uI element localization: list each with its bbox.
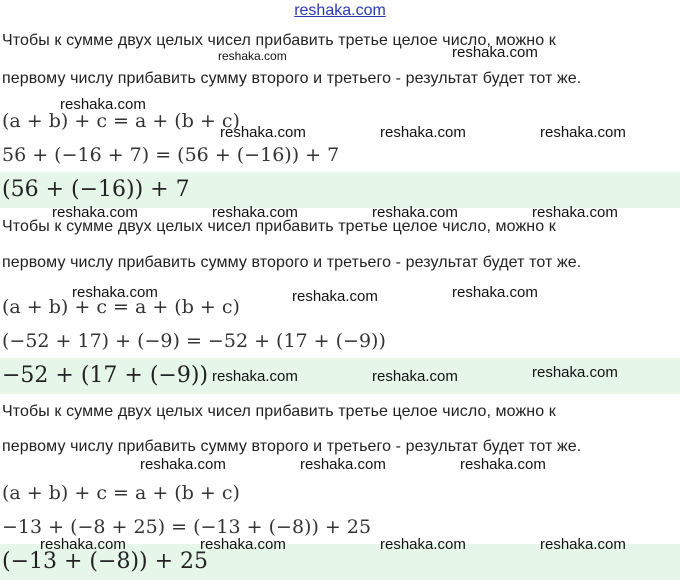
block3-text-line2: первому числу прибавить сумму второго и третьего - результат будет тот же. (2, 438, 582, 455)
watermark: reshaka.com (540, 124, 626, 141)
watermark: reshaka.com (72, 284, 158, 301)
watermark: reshaka.com (220, 124, 306, 141)
block3-text-line1: Чтобы к сумме двух целых чисел прибавить третье целое число, можно к (2, 403, 556, 420)
watermark: reshaka.com (60, 96, 146, 113)
block2-work-formula: (−52 + 17) + (−9) = −52 + (17 + (−9)) (2, 330, 386, 352)
block1-work-formula: 56 + (−16 + 7) = (56 + (−16)) + 7 (2, 144, 340, 166)
watermark: reshaka.com (140, 456, 226, 473)
watermark: reshaka.com (540, 536, 626, 553)
watermark: reshaka.com (218, 49, 287, 63)
block1-answer: (56 + (−16)) + 7 (2, 177, 190, 202)
watermark: reshaka.com (40, 536, 126, 553)
block1-text-line1: Чтобы к сумме двух целых чисел прибавить третье целое число, можно к (2, 32, 556, 49)
block1-text-line2: первому числу прибавить сумму второго и третьего - результат будет тот же. (2, 70, 582, 87)
block1-rule-formula: (a + b) + c = a + (b + c) (2, 110, 240, 132)
watermark: reshaka.com (372, 368, 458, 385)
watermark: reshaka.com (460, 456, 546, 473)
watermark: reshaka.com (212, 368, 298, 385)
block3-answer: (−13 + (−8)) + 25 (2, 549, 209, 574)
watermark: reshaka.com (532, 364, 618, 381)
watermark: reshaka.com (52, 204, 138, 221)
block3-work-formula: −13 + (−8 + 25) = (−13 + (−8)) + 25 (2, 516, 372, 538)
site-header-link[interactable]: reshaka.com (294, 2, 386, 19)
watermark: reshaka.com (372, 204, 458, 221)
watermark: reshaka.com (452, 284, 538, 301)
watermark: reshaka.com (292, 288, 378, 305)
block2-text-line2: первому числу прибавить сумму второго и третьего - результат будет тот же. (2, 254, 582, 271)
watermark: reshaka.com (452, 44, 538, 61)
block2-text-line1: Чтобы к сумме двух целых чисел прибавить третье целое число, можно к (2, 218, 556, 235)
watermark: reshaka.com (212, 204, 298, 221)
watermark: reshaka.com (380, 124, 466, 141)
block3-rule-formula: (a + b) + c = a + (b + c) (2, 482, 240, 504)
block2-answer: −52 + (17 + (−9)) (2, 363, 209, 388)
watermark: reshaka.com (300, 456, 386, 473)
watermark: reshaka.com (200, 536, 286, 553)
watermark: reshaka.com (532, 204, 618, 221)
watermark: reshaka.com (380, 536, 466, 553)
block2-rule-formula: (a + b) + c = a + (b + c) (2, 296, 240, 318)
